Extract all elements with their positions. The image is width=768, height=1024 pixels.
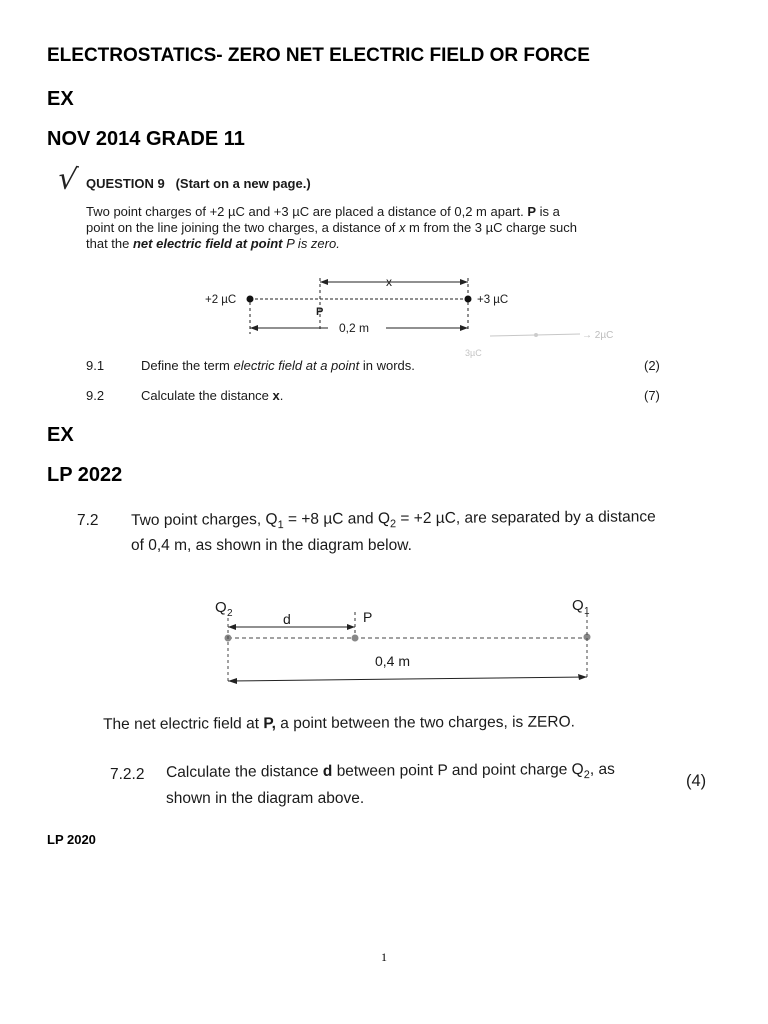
- question-text: = +2 µC, are separated by a distance: [396, 508, 656, 528]
- question-7-2-line-1: [131, 508, 656, 532]
- sub-question-9-1: [141, 358, 415, 374]
- distance-label: 0,2 m: [339, 321, 370, 335]
- source-heading-lp-2020: LP 2020: [47, 832, 96, 847]
- distance-arrow-head-right: [578, 674, 587, 680]
- left-charge-dot: [247, 296, 254, 303]
- sub-question-9-2: [141, 388, 283, 404]
- x-arrow-head-left: [320, 279, 328, 285]
- x-arrow-head-right: [460, 279, 468, 285]
- q2-label-subscript: 2: [227, 608, 233, 619]
- right-charge-label: +3 µC: [477, 294, 509, 306]
- page-number: 1: [381, 950, 387, 964]
- point-p-label: P: [316, 306, 324, 318]
- intro-text: Two point charges of +2 µC and +3 µC are placed a distance of 0,2 m apart.: [86, 204, 528, 219]
- sub-question-text: Calculate the distance: [166, 762, 323, 781]
- intro-text: that the: [86, 236, 133, 251]
- q2-subscript: 2: [583, 769, 590, 782]
- sub-question-7-2-2-line-2: shown in the diagram above.: [166, 790, 365, 807]
- q2-symbol: Q: [377, 510, 391, 528]
- distance-arrow-head-left: [228, 678, 237, 684]
- intro-bold-italic: net electric field at point: [132, 236, 283, 251]
- q1-label-subscript: 1: [584, 606, 590, 617]
- question-7-2-line-2: of 0,4 m, as shown in the diagram below.: [131, 537, 412, 554]
- left-charge-label: +2 µC: [205, 294, 237, 306]
- sub-question-bold-x: x: [272, 388, 280, 403]
- intro-text: P is zero.: [282, 236, 340, 251]
- sub-question-text: between point P and point charge: [332, 761, 572, 780]
- intro-text: m from the 3 µC charge such: [405, 220, 577, 235]
- d-arrow-head-right: [347, 624, 355, 630]
- distance-head-left: [250, 325, 258, 331]
- sub-question-7-2-2-number: 7.2.2: [110, 766, 145, 783]
- q1-subscript: 1: [277, 519, 284, 532]
- question-text: Two point charges,: [131, 511, 266, 529]
- question-text: = +8 µC and: [283, 510, 378, 528]
- statement-bold-p: P,: [263, 715, 276, 733]
- sub-question-text: Calculate the distance: [141, 388, 273, 403]
- question-7-2-number: 7.2: [77, 512, 99, 529]
- pencil-scribble-1: → 2µC: [582, 330, 614, 341]
- question-9-note: (Start on a new page.): [175, 176, 311, 191]
- example-heading-1: EX: [47, 88, 74, 110]
- sub-question-italic: electric field at a point: [233, 358, 360, 373]
- source-heading-nov-2014: NOV 2014 GRADE 11: [47, 128, 245, 150]
- q2-subscript: 2: [389, 518, 397, 531]
- question-9-intro: [86, 204, 646, 252]
- point-p-dot: [352, 635, 359, 642]
- q1-q2-diagram: [205, 590, 615, 690]
- check-mark-icon: √: [55, 160, 80, 199]
- sub-question-7-2-2-line-1: [166, 761, 615, 784]
- q2-label: Q: [215, 599, 227, 616]
- sub-question-text: in words.: [359, 358, 415, 373]
- sub-question-9-2-number: 9.2: [86, 388, 105, 403]
- d-label: d: [283, 611, 291, 627]
- q1-symbol: Q: [265, 510, 278, 529]
- sub-question-text: Define the term: [141, 358, 234, 373]
- x-label: x: [386, 275, 392, 289]
- sub-question-9-2-marks: (7): [644, 388, 660, 403]
- q1-label: Q: [572, 597, 584, 614]
- d-arrow-head-left: [228, 624, 236, 630]
- sub-question-7-2-2-marks: (4): [686, 772, 707, 790]
- sub-question-9-1-marks: (2): [644, 358, 660, 373]
- intro-text: point on the line joining the two charges, a distance of: [86, 220, 399, 235]
- example-heading-2: EX: [47, 424, 74, 446]
- right-charge-dot: [465, 296, 472, 303]
- intro-bold-p: P: [527, 204, 537, 219]
- distance-head-right: [460, 325, 468, 331]
- page-title: ELECTROSTATICS- ZERO NET ELECTRIC FIELD OR FORCE: [47, 45, 590, 66]
- p-label: P: [363, 609, 373, 625]
- pencil-scribble-dot: [534, 333, 538, 337]
- source-heading-lp-2022: LP 2022: [47, 464, 123, 486]
- pencil-scribble-2: 3µC: [465, 348, 482, 358]
- sub-question-bold-d: d: [322, 762, 333, 780]
- q2-symbol: Q: [571, 761, 584, 779]
- sub-question-9-1-number: 9.1: [86, 358, 105, 373]
- distance-label: 0,4 m: [375, 653, 411, 669]
- question-9-heading: [86, 176, 311, 192]
- question-9-number: QUESTION 9: [86, 176, 165, 191]
- statement-text: The net electric field at: [103, 715, 264, 733]
- sub-question-text: , as: [589, 760, 615, 779]
- sub-question-text: .: [279, 388, 284, 403]
- statement-text: a point between the two charges, is ZERO.: [275, 713, 575, 733]
- intro-italic-x: x: [398, 220, 406, 235]
- two-charges-diagram: [190, 268, 670, 368]
- distance-arrow-line: [228, 677, 587, 681]
- net-field-statement: [103, 714, 575, 734]
- intro-text: is a: [536, 204, 560, 219]
